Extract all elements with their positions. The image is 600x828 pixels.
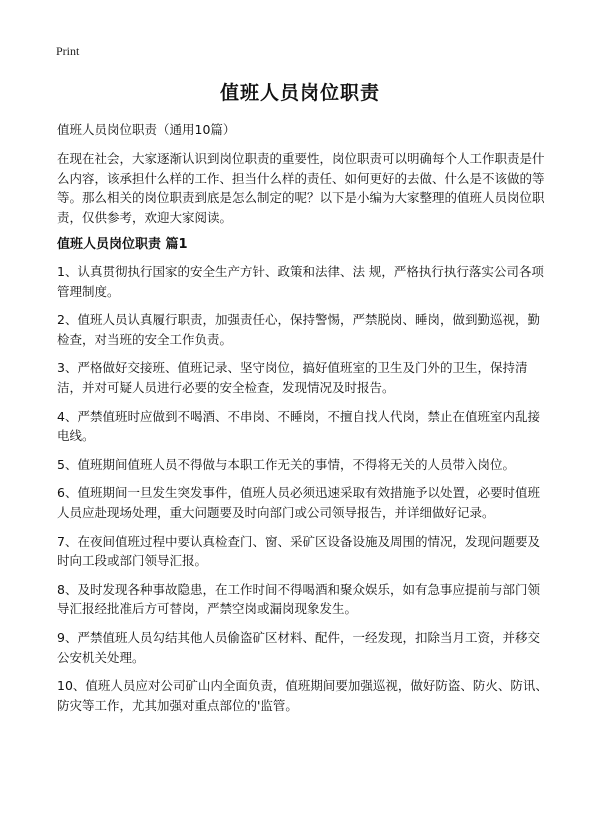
list-item: 7、在夜间值班过程中要认真检查门、窗、采矿区设备设施及周围的情况，发现问题要及时向工段或部门领导汇报。 bbox=[57, 533, 540, 569]
duty-list bbox=[57, 262, 549, 724]
list-item: 9、严禁值班人员勾结其他人员偷盗矿区材料、配件，一经发现，扣除当月工资，并移交公安机关处理。 bbox=[57, 630, 540, 665]
list-item: 3、严格做好交接班、值班记录、坚守岗位，搞好值班室的卫生及门外的卫生，保持清洁，并对可疑人员进行必要的安全检查，发现情况及时报告。 bbox=[57, 360, 528, 395]
list-item: 5、值班期间值班人员不得做与本职工作无关的事情，不得将无关的人员带入岗位。 bbox=[57, 456, 515, 472]
page-title: 值班人员岗位职责 bbox=[219, 82, 380, 104]
intro-paragraph: 在现在社会，大家逐渐认识到岗位职责的重要性，岗位职责可以明确每个人工作职责是什么内容，该承担什么样的工作、担当什么样的责任、如何更好的去做、什么是不该做的等等。那么相关的岗位职责到底是怎么制定的呢？以下是小编为大家整理的值班人员岗位职责，仅供参考，欢迎大家阅读。 bbox=[57, 151, 545, 225]
print-link[interactable]: Print bbox=[56, 44, 80, 58]
document-subtitle: 值班人员岗位职责（通用10篇） bbox=[57, 122, 236, 137]
section-heading: 值班人员岗位职责 篇1 bbox=[57, 237, 188, 252]
list-item: 2、值班人员认真履行职责，加强责任心，保持警惕，严禁脱岗、睡岗，做到勤巡视，勤检查，对当班的安全工作负责。 bbox=[57, 312, 540, 347]
list-item: 8、及时发现各种事故隐患，在工作时间不得喝酒和聚众娱乐，如有急事应提前与部门领导汇报经批准后方可替岗，严禁空岗或漏岗现象发生。 bbox=[57, 581, 540, 617]
list-item: 4、严禁值班时应做到不喝酒、不串岗、不睡岗，不擅自找人代岗，禁止在值班室内乱接电线。 bbox=[57, 408, 540, 444]
list-item: 1、认真贯彻执行国家的安全生产方针、政策和法律、法 规，严格执行执行落实公司各项管理制度。 bbox=[57, 264, 544, 299]
list-item: 10、值班人员应对公司矿山内全面负责，值班期间要加强巡视，做好防盗、防火、防讯、防灾等工作，尤其加强对重点部位的'监管。 bbox=[57, 678, 548, 713]
list-item: 6、值班期间一旦发生突发事件，值班人员必须迅速采取有效措施予以处置，必要时值班人员应赴现场处理，重大问题要及时向部门或公司领导报告，并详细做好记录。 bbox=[57, 485, 540, 520]
